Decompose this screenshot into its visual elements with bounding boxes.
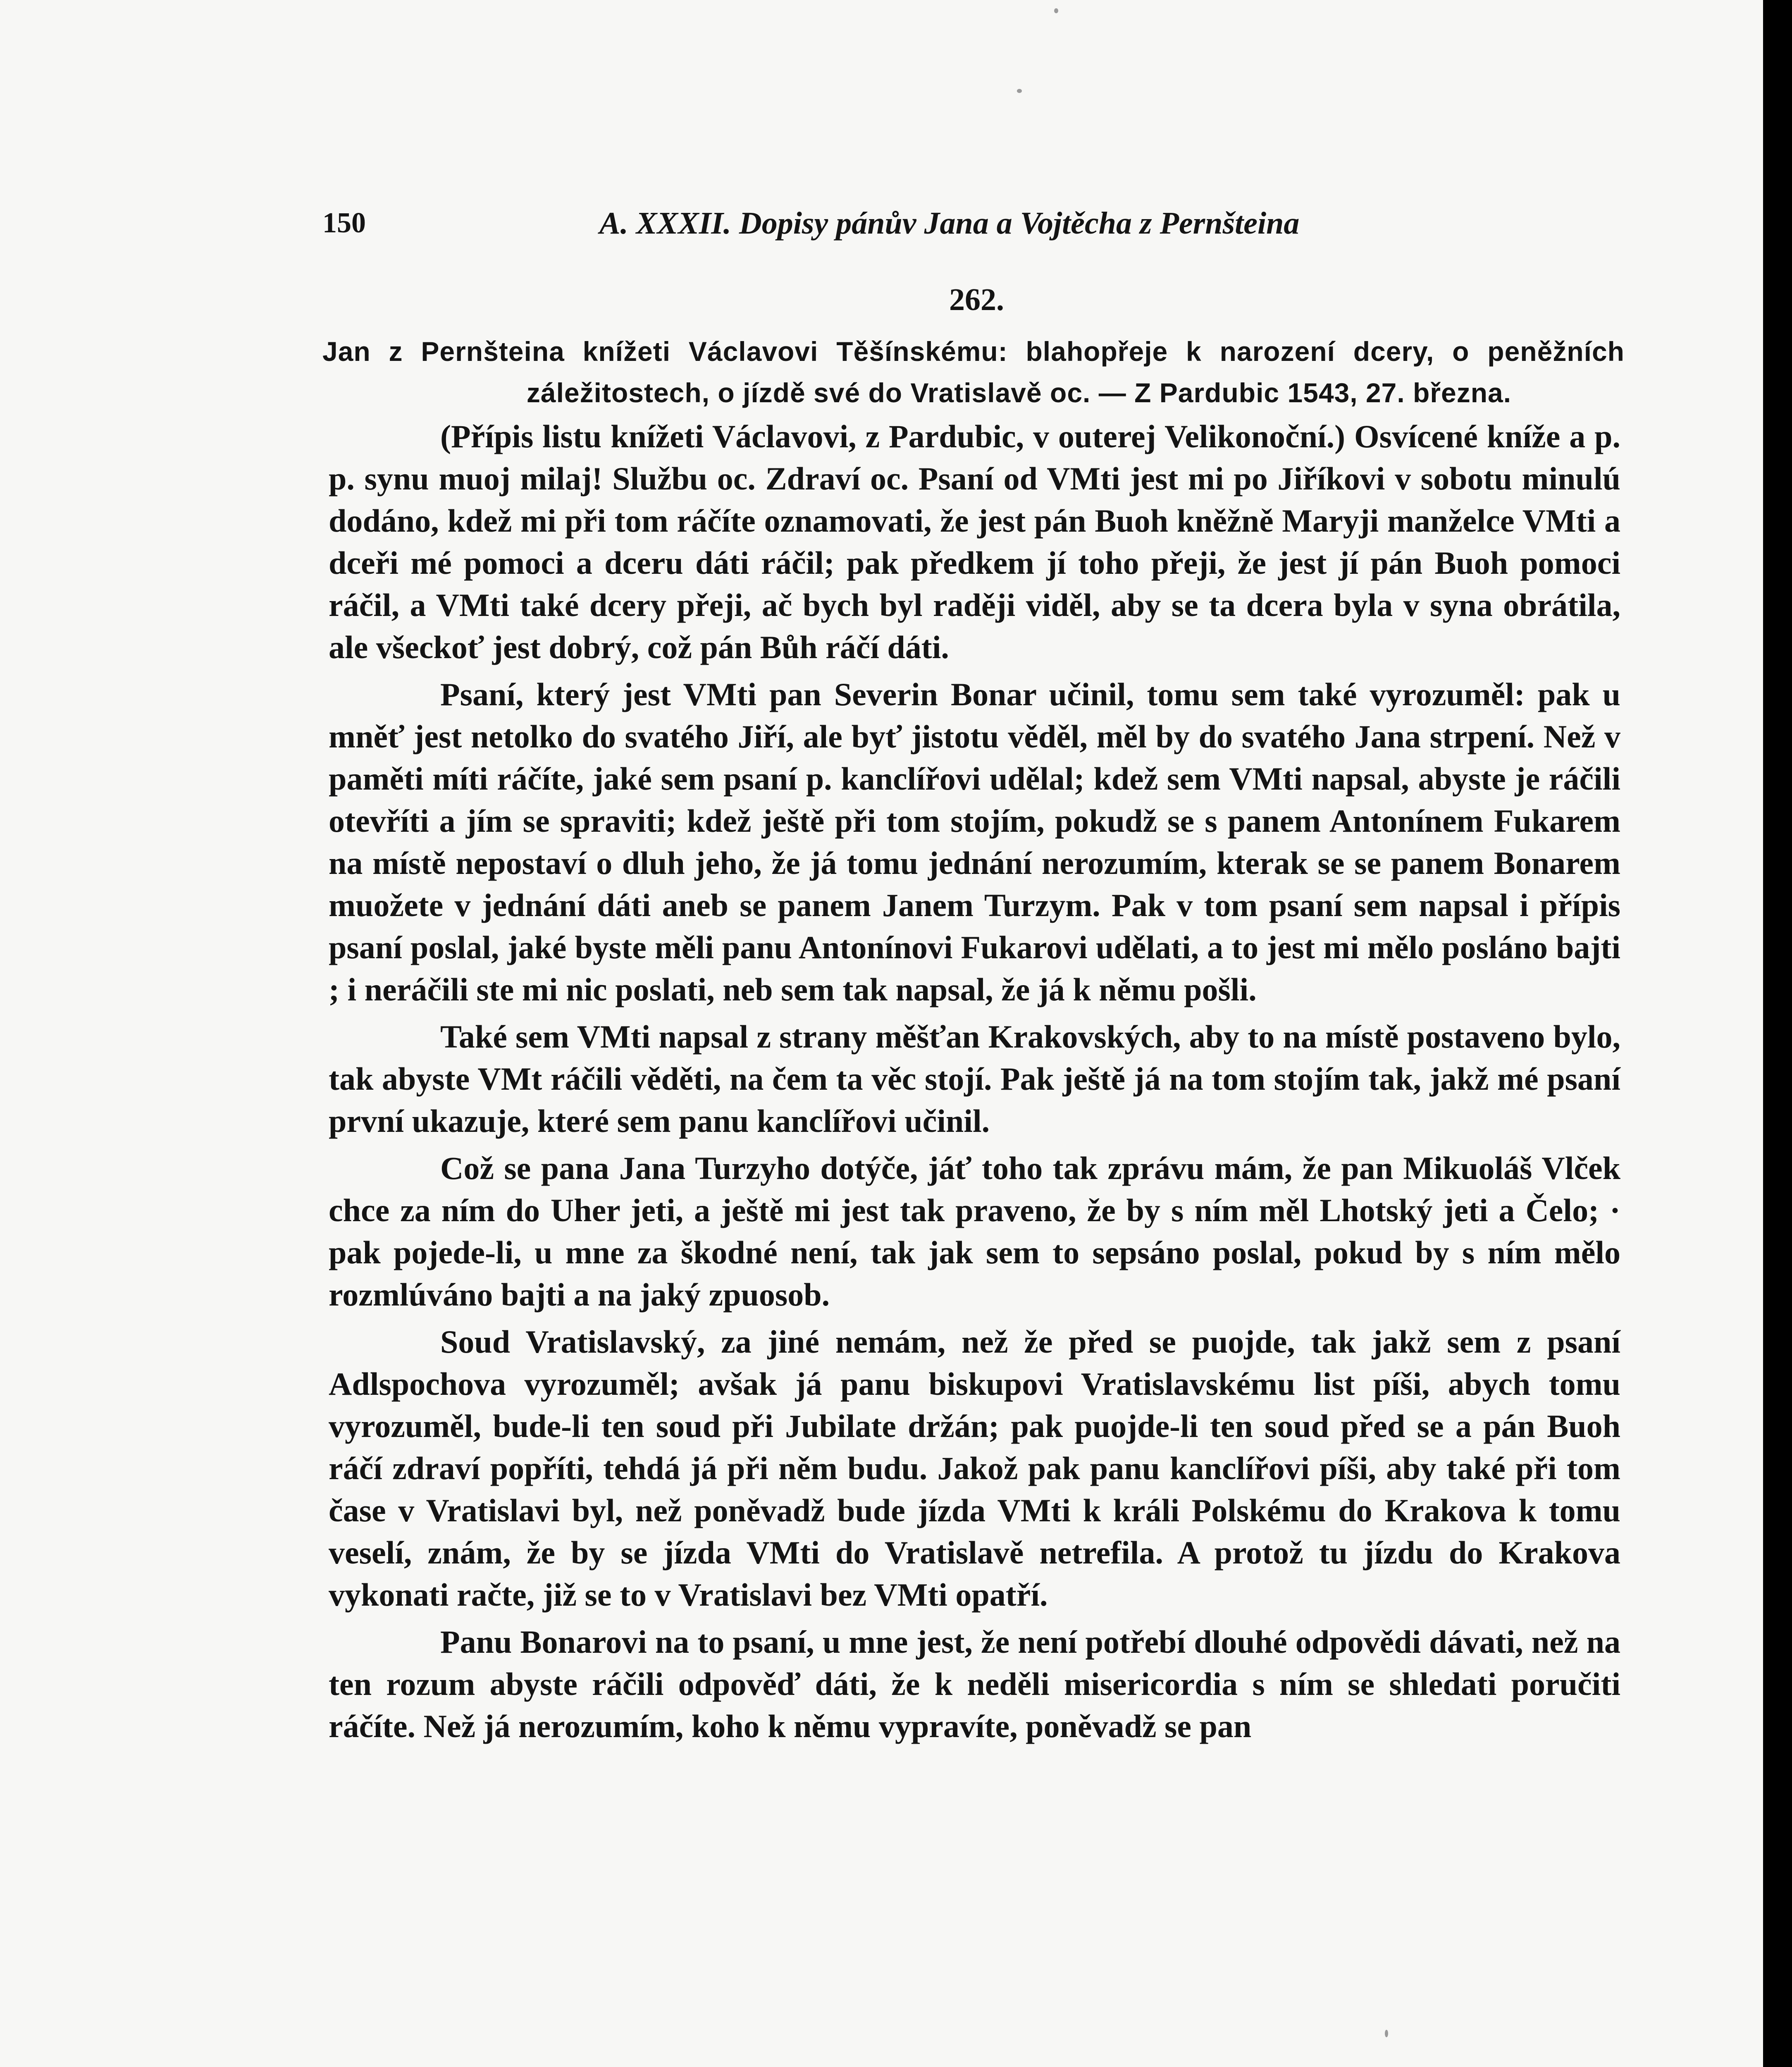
running-head [322,200,1625,246]
regest-line-2: záležitostech, o jízdě své do Vratislavě oc. — Z Pardubic 1543, 27. března. [526,377,1512,408]
regest-line-1: Jan z Pernšteina knížeti Václavovi Těšínskému: blahopřeje k narození dcery, o peněžních [322,336,1625,367]
running-title: A. XXXII. Dopisy pánův Jana a Vojtěcha z Pernšteina [599,206,1300,241]
paragraph: Panu Bonarovi na to psaní, u mne jest, že není potřebí dlouhé odpovědi dávati, než na ten rozum abyste ráčili odpověď dáti, že k neděli misericordia s ním se shledati poručiti ráčíte. Než já nerozumím, koho k němu vypravíte, poněvadž se pan [329,1624,1620,1744]
paragraph: Také sem VMti napsal z strany měšťan Krakovských, aby to na místě postaveno bylo, tak abyste VMt ráčili věděti, na čem ta věc stojí. Pak ještě já na tom stojím tak, jakž mé psaní první ukazuje, které sem panu kanclířovi učinil. [329,1019,1620,1139]
page-number: 150 [322,207,366,239]
scan-speck [1385,2030,1388,2037]
paragraph: Psaní, který jest VMti pan Severin Bonar učinil, tomu sem také vyrozuměl: pak u mněť jest netolko do svatého Jiří, ale byť jistotu věděl, měl by do svatého Jana strpení. Než v paměti míti ráčíte, jaké sem psaní p. kanclířovi udělal; kdež sem VMti napsal, abyste je ráčili otevříti a jím se spraviti; kdež ještě při tom stojím, pokudž se s panem Antonínem Fukarem na místě nepostaví o dluh jeho, že já tomu jednání nerozumím, kterak se se panem Bonarem muožete v jednání dáti aneb se panem Janem Turzym. Pak v tom psaní sem napsal i přípis psaní poslal, jaké byste měli panu Antonínovi Fukarovi udělati, a to jest mi mělo posláno bajti ; i neráčili ste mi nic poslati, neb sem tak napsal, že já k němu pošli. [329,676,1620,1007]
paragraph: Soud Vratislavský, za jiné nemám, než že před se puojde, tak jakž sem z psaní Adlspochova vyrozuměl; avšak já panu biskupovi Vratislavskému list píši, abych tomu vyrozuměl, bude-li ten soud při Jubilate držán; pak puojde-li ten soud před se a pán Buoh ráčí zdraví popříti, tehdá já při něm budu. Jakož pak panu kanclířovi píši, aby také při tom čase v Vratislavi byl, než poněvadž bude jízda VMti k králi Polskému do Krakova k tomu veselí, znám, že by se jízda VMti do Vratislavě netrefila. A protož tu jízdu do Krakova vykonati račte, již se to v Vratislavi bez VMti opatří. [329,1324,1620,1613]
letter-body [329,415,1620,1747]
document-number: 262. [949,282,1004,317]
paragraph: (Přípis listu knížeti Václavovi, z Pardubic, v outerej Velikonoční.) Osvícené kníže a p. p. synu muoj milaj! Službu oc. Zdraví oc. Psaní od VMti jest mi po Jiříkovi v sobotu minulú dodáno, kdež mi při tom ráčíte oznamovati, že jest pán Buoh kněžně Maryji manželce VMti a dceři mé pomoci a dceru dáti ráčil; pak předkem jí toho přeji, že jest jí pán Buoh pomoci ráčil, a VMti také dcery přeji, ač bych byl raději viděl, aby se ta dcera byla v syna obrátila, ale všeckoť jest dobrý, což pán Bůh ráčí dáti. [329,418,1620,665]
document-regest [322,331,1625,413]
scan-speck [1017,89,1022,93]
paragraph: Což se pana Jana Turzyho dotýče, jáť toho tak zprávu mám, že pan Mikuoláš Vlček chce za ním do Uher jeti, a ještě mi jest tak praveno, že by s ním měl Lhotský jeti a Čelo; · pak pojede-li, u mne za škodné není, tak jak sem to sepsáno poslal, pokud by s ním mělo rozmlúváno bajti a na jaký zpuosob. [329,1150,1620,1313]
scan-speck [1054,8,1058,13]
